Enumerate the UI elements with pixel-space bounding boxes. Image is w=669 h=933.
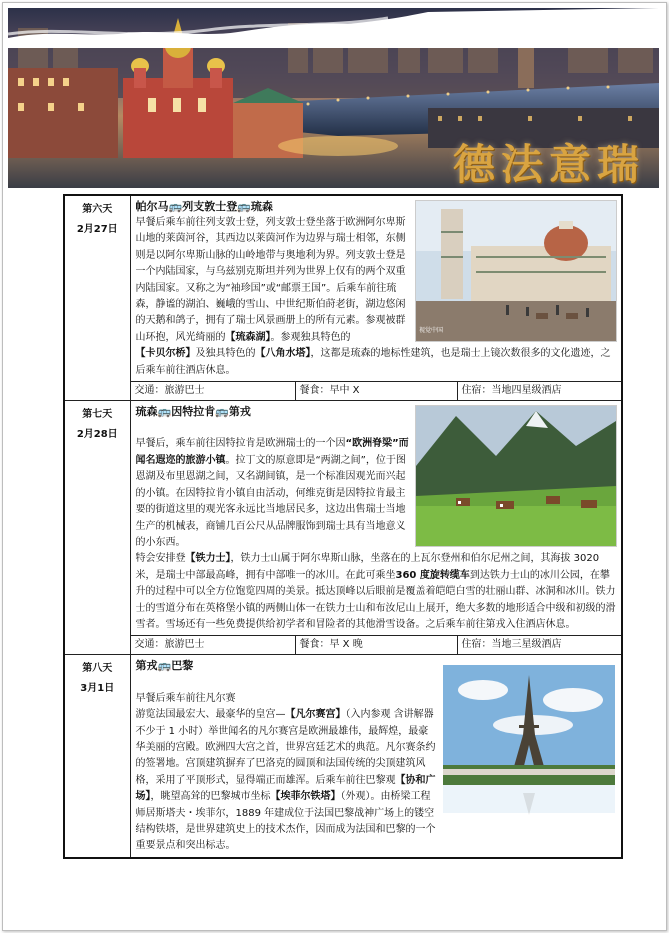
meals-info: 餐食：早中 X (296, 382, 458, 400)
day-cell (64, 401, 130, 655)
banner-title: 德法意瑞 (452, 140, 645, 188)
day-description: 早餐后乘车前往列支敦士登，列支敦士登坐落于欧洲阿尔卑斯山地的莱茵河谷，其西边以莱茵河作为边界与瑞士相邻，东侧则是以阿尔卑斯山脉的山岭地带与奥地利为界。列支敦士登是一个内陆国家，与乌兹别克斯坦并列为世界上仅有的两个双重内陆国家。又称之为“袖珍国”或“邮票王国”。后乘车前往琉森，静谧的湖泊、巍峨的雪山、中世纪斯伯莳老街，湖边悠闲的天鹅和鸽子，拥有了瑞士风景画册上的所有元素。参观被群山环抱，风光绮丽的【琉森湖】。参观独具特色的【卡贝尔桥】及独具特色的【八角水塔】，这都是琉森的地标性建筑，也是瑞士上镜次数很多的文化遗迹，之后乘车前往酒店休息。 (135, 217, 611, 376)
white-brush-stroke (8, 8, 659, 48)
day-description: 早餐后，乘车前往因特拉肯是欧洲瑞士的一个因“欧洲脊梁”而闻名遐迩的旅游小镇。拉丁文的原意即是“两湖之间”，位于图恩湖及布里恩湖之间，又名湖间镇，是一个标准因观光而兴起的小镇。在因特拉肯小镇自由活动，何维克街是因特拉肯最主要的街道这里的观光客永远比当地居民多，这边出售瑞士当地生产的机械表，商铺几百公尺从品牌服饰到瑞士具有当地意义的小东西。 特会安排登【铁力士】，铁力士山属于阿尔卑斯山脉，坐落在的上瓦尔登州和伯尔尼州之间，其海拔 3020 米，是瑞士中部最高峰，拥有中部唯一的冰川。在此可乘坐360 度旋转缆车到达铁力士山的冰川公园，在攀升的过程中可以全方位饱览四周的美景。抵达顶峰以后眼前是覆盖着皑皑白雪的壮丽山群、冰洞和冰川。铁力士的雪道分布在英格堡小镇的两侧山体一在铁力士山和布汝尼山上展开，绝大多数的地形适合中级和初级的滑雪者。雪场还有一些免费提供给初学者和冒险者的其他滑雪设备。之后乘车前往第戎入住酒店休息。 (135, 438, 616, 630)
florence-cathedral-photo (415, 200, 617, 342)
itinerary-day-row (64, 401, 622, 655)
hotel-info: 住宿：当地三星级酒店 (461, 639, 562, 651)
transport-info: 交通：旅游巴士 (131, 636, 296, 654)
day-title: 第戎🚌巴黎 (135, 659, 194, 673)
day-info-row (131, 381, 622, 400)
day-label: 第六天 (82, 204, 113, 215)
day-content-cell (130, 401, 622, 655)
day-cell (64, 195, 130, 401)
hotel-info: 住宿：当地四星级酒店 (461, 385, 562, 397)
day-label: 第七天 (82, 409, 113, 421)
day-date: 2月28日 (76, 429, 118, 441)
day-content-cell (130, 655, 622, 858)
itinerary-day-row (64, 655, 622, 858)
day-title: 琉森🚌因特拉肯🚌第戎 (135, 405, 251, 419)
day-info-row (131, 635, 622, 654)
day-content-cell (130, 195, 622, 401)
day-label: 第八天 (82, 663, 113, 675)
day-title: 帕尔马🚌列支敦士登🚌琉森 (135, 200, 273, 213)
header-banner (8, 8, 659, 188)
meals-info: 餐食：早 X 晚 (296, 636, 458, 654)
day-cell (64, 655, 130, 858)
day-date: 2月27日 (76, 224, 118, 235)
day-description: 早餐后乘车前往凡尔赛 游览法国最宏大、最豪华的皇宫—【凡尔赛宫】（入内参观 含讲解器不少于 1 小时）举世闻名的凡尔赛宫是欧洲最雄伟，最辉煌，最豪华美丽的宫殿。欧洲四大宫之首，世界宫廷艺术的典范。凡尔赛条约的签署地。宫顶建筑摒弃了巴洛克的圆顶和法国传统的尖顶建筑风格，采用了平顶形式，显得端正而雄浑。后乘车前往巴黎观【协和广场】，眺望高耸的巴黎城市坐标【埃菲尔铁塔】（外观）。由桥梁工程师居斯塔夫・埃菲尔，1889 年建成位于法国巴黎战神广场上的镂空结构铁塔，是世界建筑史上的技术杰作，因而成为法国和巴黎的一个重要景点和突出标志。 (135, 692, 436, 852)
itinerary-table (63, 194, 623, 859)
itinerary-day-row (64, 195, 622, 401)
day-date: 3月1日 (80, 683, 115, 695)
transport-info: 交通：旅游巴士 (131, 382, 296, 400)
alpine-valley-photo (415, 405, 617, 547)
eiffel-tower-photo (443, 665, 615, 823)
photo-caption: 视觉中国 (419, 326, 444, 334)
